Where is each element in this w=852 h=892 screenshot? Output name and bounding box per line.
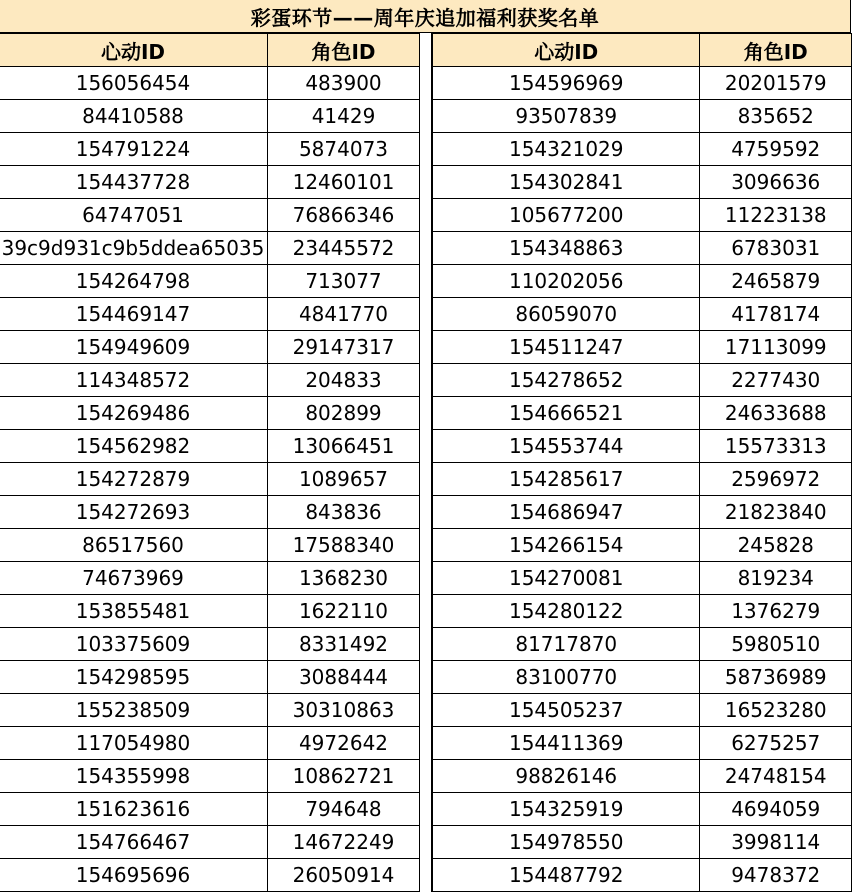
xd-id-cell: 154278652 <box>433 364 700 397</box>
role-id-cell: 20201579 <box>700 67 852 100</box>
xd-id-cell: 154695696 <box>0 859 268 892</box>
role-id-cell: 802899 <box>268 397 420 430</box>
role-id-cell: 794648 <box>268 793 420 826</box>
header-row <box>0 34 420 67</box>
xd-id-cell: 154272693 <box>0 496 268 529</box>
role-id-cell: 58736989 <box>700 661 852 694</box>
table-row <box>0 298 420 331</box>
table-row <box>433 364 852 397</box>
role-id-cell: 843836 <box>268 496 420 529</box>
role-id-cell: 8331492 <box>268 628 420 661</box>
role-id-cell: 5874073 <box>268 133 420 166</box>
table-row <box>433 529 852 562</box>
role-id-cell: 713077 <box>268 265 420 298</box>
role-id-cell: 6783031 <box>700 232 852 265</box>
role-id-cell: 483900 <box>268 67 420 100</box>
xd-id-cell: 98826146 <box>433 760 700 793</box>
table-row <box>433 100 852 133</box>
xd-id-cell: 154325919 <box>433 793 700 826</box>
role-id-cell: 204833 <box>268 364 420 397</box>
xd-id-cell: 154269486 <box>0 397 268 430</box>
xd-id-cell: 154272879 <box>0 463 268 496</box>
xd-id-cell: 154355998 <box>0 760 268 793</box>
table-row <box>433 430 852 463</box>
header-role-id: 角色ID <box>700 34 852 67</box>
table-row <box>0 628 420 661</box>
xd-id-cell: 74673969 <box>0 562 268 595</box>
table-row <box>0 463 420 496</box>
table-row <box>0 199 420 232</box>
xd-id-cell: 110202056 <box>433 265 700 298</box>
role-id-cell: 76866346 <box>268 199 420 232</box>
table-row <box>433 694 852 727</box>
xd-id-cell: 154469147 <box>0 298 268 331</box>
xd-id-cell: 154270081 <box>433 562 700 595</box>
xd-id-cell: 93507839 <box>433 100 700 133</box>
header-xd-id: 心动ID <box>0 34 268 67</box>
xd-id-cell: 86517560 <box>0 529 268 562</box>
xd-id-cell: 154298595 <box>0 661 268 694</box>
role-id-cell: 17113099 <box>700 331 852 364</box>
xd-id-cell: 86059070 <box>433 298 700 331</box>
table-row <box>433 133 852 166</box>
table-row <box>0 397 420 430</box>
xd-id-cell: 154264798 <box>0 265 268 298</box>
table-row <box>0 331 420 364</box>
role-id-cell: 23445572 <box>268 232 420 265</box>
xd-id-cell: 154766467 <box>0 826 268 859</box>
role-id-cell: 29147317 <box>268 331 420 364</box>
header-role-id: 角色ID <box>268 34 420 67</box>
role-id-cell: 245828 <box>700 529 852 562</box>
table-row <box>433 595 852 628</box>
table-row <box>0 430 420 463</box>
xd-id-cell: 154285617 <box>433 463 700 496</box>
role-id-cell: 1089657 <box>268 463 420 496</box>
role-id-cell: 4841770 <box>268 298 420 331</box>
table-row <box>0 67 420 100</box>
xd-id-cell: 84410588 <box>0 100 268 133</box>
role-id-cell: 1368230 <box>268 562 420 595</box>
table-row <box>433 331 852 364</box>
table-row <box>0 133 420 166</box>
role-id-cell: 15573313 <box>700 430 852 463</box>
table-row <box>433 661 852 694</box>
table-row <box>433 793 852 826</box>
role-id-cell: 2596972 <box>700 463 852 496</box>
xd-id-cell: 153855481 <box>0 595 268 628</box>
table-row <box>0 727 420 760</box>
xd-id-cell: 154411369 <box>433 727 700 760</box>
role-id-cell: 3998114 <box>700 826 852 859</box>
table-row <box>0 265 420 298</box>
table-row <box>0 529 420 562</box>
xd-id-cell: 154280122 <box>433 595 700 628</box>
role-id-cell: 1376279 <box>700 595 852 628</box>
xd-id-cell: 154505237 <box>433 694 700 727</box>
role-id-cell: 4178174 <box>700 298 852 331</box>
table-row <box>0 661 420 694</box>
role-id-cell: 3096636 <box>700 166 852 199</box>
role-id-cell: 819234 <box>700 562 852 595</box>
table-row <box>0 760 420 793</box>
role-id-cell: 41429 <box>268 100 420 133</box>
column-gap <box>419 33 432 892</box>
xd-id-cell: 114348572 <box>0 364 268 397</box>
header-row <box>433 34 852 67</box>
table-row <box>433 859 852 892</box>
xd-id-cell: 64747051 <box>0 199 268 232</box>
table-row <box>433 265 852 298</box>
role-id-cell: 2277430 <box>700 364 852 397</box>
table-row <box>0 496 420 529</box>
xd-id-cell: 154266154 <box>433 529 700 562</box>
role-id-cell: 26050914 <box>268 859 420 892</box>
xd-id-cell: 151623616 <box>0 793 268 826</box>
xd-id-cell: 154686947 <box>433 496 700 529</box>
role-id-cell: 3088444 <box>268 661 420 694</box>
xd-id-cell: 154562982 <box>0 430 268 463</box>
table-row <box>0 364 420 397</box>
winners-table-right <box>432 33 852 892</box>
xd-id-cell: 154437728 <box>0 166 268 199</box>
role-id-cell: 12460101 <box>268 166 420 199</box>
table-row <box>433 166 852 199</box>
role-id-cell: 1622110 <box>268 595 420 628</box>
xd-id-cell: 154596969 <box>433 67 700 100</box>
table-row <box>0 100 420 133</box>
xd-id-cell: 103375609 <box>0 628 268 661</box>
role-id-cell: 2465879 <box>700 265 852 298</box>
role-id-cell: 4972642 <box>268 727 420 760</box>
xd-id-cell: 154487792 <box>433 859 700 892</box>
xd-id-cell: 81717870 <box>433 628 700 661</box>
role-id-cell: 9478372 <box>700 859 852 892</box>
table-row <box>433 397 852 430</box>
winners-table-left <box>0 33 420 892</box>
xd-id-cell: 154511247 <box>433 331 700 364</box>
table-row <box>433 298 852 331</box>
table-row <box>433 826 852 859</box>
role-id-cell: 10862721 <box>268 760 420 793</box>
xd-id-cell: 154666521 <box>433 397 700 430</box>
table-row <box>433 232 852 265</box>
xd-id-cell: 154302841 <box>433 166 700 199</box>
role-id-cell: 17588340 <box>268 529 420 562</box>
table-row <box>433 463 852 496</box>
table-row <box>433 562 852 595</box>
xd-id-cell: 117054980 <box>0 727 268 760</box>
xd-id-cell: 154321029 <box>433 133 700 166</box>
table-row <box>0 166 420 199</box>
sheet-title: 彩蛋环节——周年庆追加福利获奖名单 <box>0 0 851 33</box>
table-row <box>433 67 852 100</box>
role-id-cell: 6275257 <box>700 727 852 760</box>
table-row <box>0 694 420 727</box>
xd-id-cell: 154553744 <box>433 430 700 463</box>
xd-id-cell: 154791224 <box>0 133 268 166</box>
role-id-cell: 24633688 <box>700 397 852 430</box>
role-id-cell: 4759592 <box>700 133 852 166</box>
table-row <box>433 760 852 793</box>
role-id-cell: 14672249 <box>268 826 420 859</box>
xd-id-cell: 83100770 <box>433 661 700 694</box>
table-row <box>0 793 420 826</box>
xd-id-cell: 154949609 <box>0 331 268 364</box>
role-id-cell: 11223138 <box>700 199 852 232</box>
xd-id-cell: 105677200 <box>433 199 700 232</box>
xd-id-cell: 156056454 <box>0 67 268 100</box>
xd-id-cell: 154978550 <box>433 826 700 859</box>
header-xd-id: 心动ID <box>433 34 700 67</box>
role-id-cell: 835652 <box>700 100 852 133</box>
table-row <box>433 727 852 760</box>
table-row <box>433 628 852 661</box>
role-id-cell: 21823840 <box>700 496 852 529</box>
table-row <box>433 496 852 529</box>
role-id-cell: 4694059 <box>700 793 852 826</box>
role-id-cell: 24748154 <box>700 760 852 793</box>
table-row <box>0 595 420 628</box>
table-row <box>0 826 420 859</box>
role-id-cell: 16523280 <box>700 694 852 727</box>
role-id-cell: 13066451 <box>268 430 420 463</box>
xd-id-cell: 39c9d931c9b5ddea65035 <box>0 232 268 265</box>
table-row <box>433 199 852 232</box>
table-row <box>0 562 420 595</box>
role-id-cell: 5980510 <box>700 628 852 661</box>
xd-id-cell: 154348863 <box>433 232 700 265</box>
table-row <box>0 859 420 892</box>
role-id-cell: 30310863 <box>268 694 420 727</box>
table-row <box>0 232 420 265</box>
xd-id-cell: 155238509 <box>0 694 268 727</box>
